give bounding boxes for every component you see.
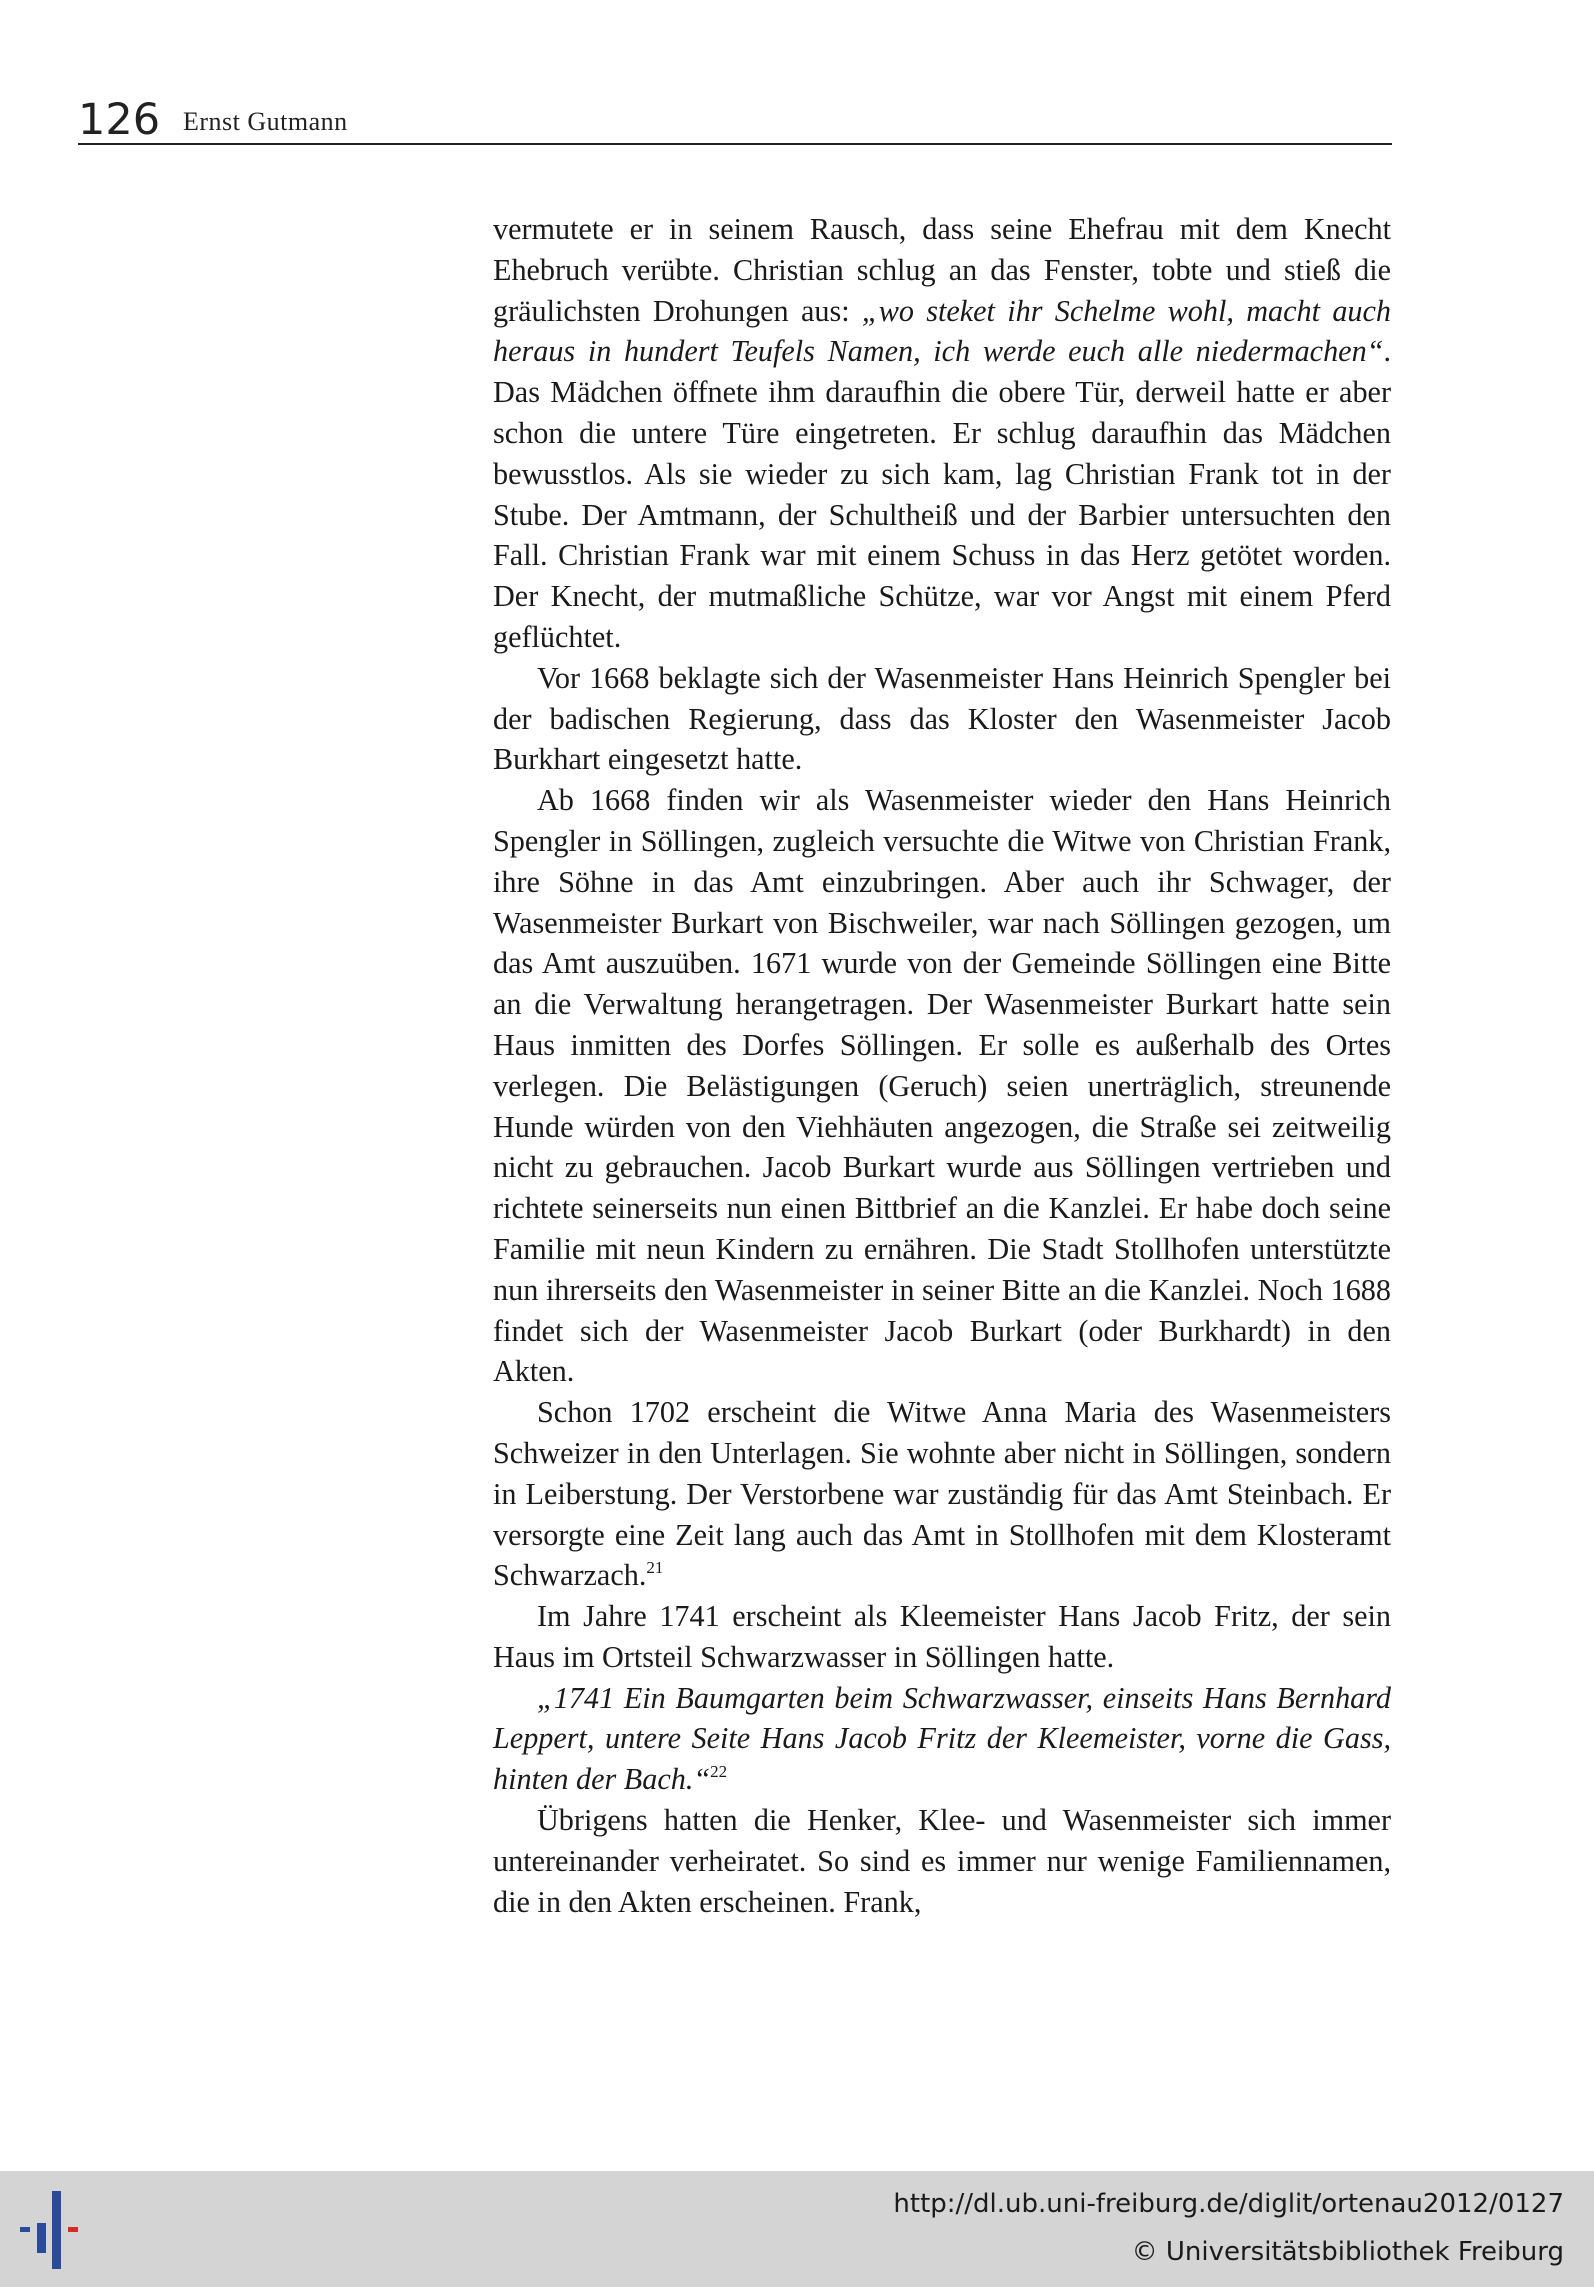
library-logo-icon [20,2189,100,2269]
paragraph-7: Übrigens hatten die Henker, Klee- und Wasenmeister sich immer untereinander verheiratet. So sind es immer nur wenige Familiennamen, die in den Akten erscheinen. Frank, [493,1803,1391,1919]
paragraph-4 [493,1392,1391,1596]
paragraph-6 [493,1678,1391,1800]
paragraph-1 [493,209,1391,658]
paragraph-6-quote: „1741 Ein Baumgarten beim Schwarzwasser, einseits Hans Bernhard Leppert, untere Seite Hans Jacob Fritz der Kleemeister, vorne die Gass, hinten der Bach.“ [493,1680,1391,1797]
running-head-author: Ernst Gutmann [183,107,348,136]
footnote-ref-21: 21 [646,1558,664,1578]
paragraph-2: Vor 1668 beklagte sich der Wasenmeister Hans Heinrich Spengler bei der badischen Regierung, dass das Kloster den Wasenmeister Jacob Burkhart eingesetzt hatte. [493,660,1391,777]
permalink-url[interactable]: http://dl.ub.uni-freiburg.de/diglit/ortenau2012/0127 [893,2189,1564,2219]
paragraph-5: Im Jahre 1741 erscheint als Kleemeister Hans Jacob Fritz, der sein Haus im Ortsteil Schwarzwasser in Söllingen hatte. [493,1599,1391,1674]
paragraph-1-text-a: vermutete er in seinem Rausch, dass seine Ehefrau mit dem Knecht Ehebruch verübte. Christian schlug an das Fenster, tobte und stieß die gräulichsten Drohungen aus: [493,212,1391,328]
paragraph-1-quote: „wo steket ihr Schelme wohl, macht auch heraus in hundert Teufels Namen, ich werde euch alle niedermachen“ [493,293,1391,369]
page-number: 126 [78,95,161,145]
copyright-notice: © Universitätsbibliothek Freiburg [1131,2237,1564,2267]
footnote-ref-22: 22 [710,1762,728,1782]
body-text [493,209,1391,1922]
footer-bar [0,2171,1594,2287]
paragraph-4-text: Schon 1702 erscheint die Witwe Anna Maria des Wasenmeisters Schweizer in den Unterlagen. Sie wohnte aber nicht in Söllingen, sondern in Leiberstung. Der Verstorbene war zuständig für das Amt Steinbach. Er versorgte eine Zeit lang auch das Amt in Stollhofen mit dem Klosteramt Schwarzach. [493,1395,1391,1593]
paragraph-3: Ab 1668 finden wir als Wasenmeister wieder den Hans Heinrich Spengler in Söllingen, zugleich versuchte die Witwe von Christian Frank, ihre Söhne in das Amt einzubringen. Aber auch ihr Schwager, der Wasenmeister Burkart von Bischweiler, war nach Söllingen gezogen, um das Amt auszuüben. 1671 wurde von der Gemeinde Söllingen eine Bitte an die Verwaltung herangetragen. Der Wasenmeister Burkart hatte sein Haus inmitten des Dorfes Söllingen. Er solle es außerhalb des Ortes verlegen. Die Belästigungen (Geruch) seien unerträglich, streunende Hunde würden von den Viehhäuten angezogen, die Straße sei zeitweilig nicht zu gebrauchen. Jacob Burkart wurde aus Söllingen vertrieben und richtete seinerseits nun einen Bittbrief an die Kanzlei. Er habe doch seine Familie mit neun Kindern zu ernähren. Die Stadt Stollhofen unterstützte nun ihrerseits den Wasenmeister in seiner Bitte an die Kanzlei. Noch 1688 findet sich der Wasenmeister Jacob Burkart (oder Burkhardt) in den Akten. [493,783,1391,1389]
page-header [78,95,1392,145]
paragraph-1-text-b: . Das Mädchen öffnete ihm daraufhin die obere Tür, derweil hatte er aber schon die untere Türe eingetreten. Er schlug daraufhin das Mädchen bewusstlos. Als sie wieder zu sich kam, lag Christian Frank tot in der Stube. Der Amtmann, der Schultheiß und der Barbier untersuchten den Fall. Christian Frank war mit einem Schuss in das Herz getötet worden. Der Knecht, der mutmaßliche Schütze, war vor Angst mit einem Pferd geflüchtet. [493,334,1391,654]
